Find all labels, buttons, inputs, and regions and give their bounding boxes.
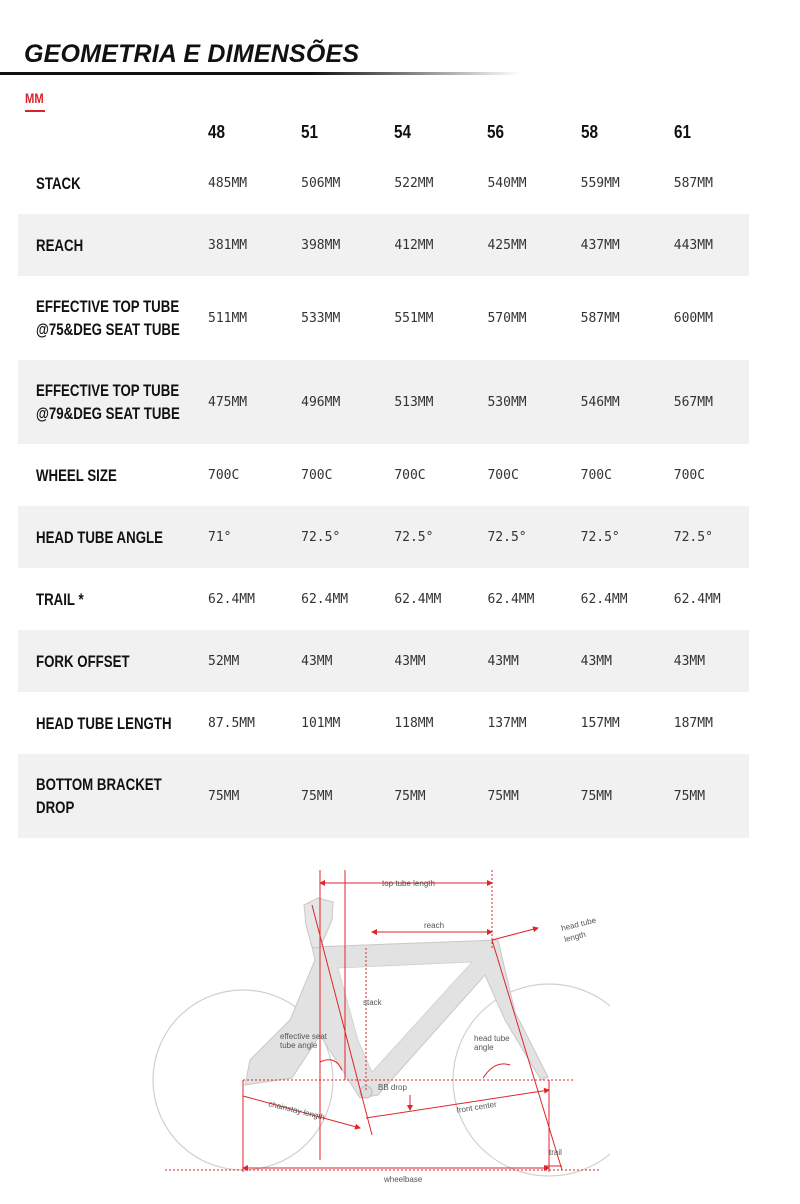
cell-value: 443MM: [656, 214, 749, 276]
cell-value: 530MM: [469, 360, 562, 444]
chainstay-length-label: chainstay length: [267, 1099, 326, 1122]
geometry-table: [18, 112, 749, 838]
cell-value: 43MM: [469, 630, 562, 692]
cell-value: 522MM: [394, 175, 434, 191]
row-label: TRAIL *: [36, 589, 84, 609]
cell-value: 587MM: [673, 175, 713, 191]
cell-value: 187MM: [673, 715, 713, 731]
row-bottom-bracket-drop: [18, 754, 749, 838]
head-tube-length-label-2: length: [563, 929, 587, 944]
cell-value: 62.4MM: [208, 591, 255, 607]
cell-value: 513MM: [376, 360, 469, 444]
size-header-row: [18, 112, 749, 152]
row-head-tube-length: [18, 692, 749, 754]
seat-post: [304, 898, 333, 948]
cell-value: 700C: [580, 467, 612, 483]
row-head-tube-angle: [18, 506, 749, 568]
cell-value: 71°: [190, 506, 283, 568]
cell-value: 700C: [487, 467, 519, 483]
cell-value: 506MM: [301, 175, 341, 191]
cell-value: 540MM: [487, 175, 527, 191]
unit-toggle-mm[interactable]: MM: [25, 90, 44, 106]
row-fork-offset: [18, 630, 749, 692]
cell-value: 101MM: [301, 715, 341, 731]
row-label: EFFECTIVE TOP TUBE @79&DEG SEAT TUBE: [18, 360, 190, 444]
row-label: REACH: [18, 214, 190, 276]
cell-value: 533MM: [301, 310, 341, 326]
reach-label: reach: [424, 921, 445, 930]
cell-value: 75MM: [283, 754, 376, 838]
cell-value: 62.4MM: [394, 591, 442, 607]
head-tube-angle-label-1: head tube: [474, 1034, 510, 1043]
cell-value: 62.4MM: [301, 591, 349, 607]
cell-value: 118MM: [394, 715, 434, 731]
cell-value: 475MM: [190, 360, 283, 444]
row-effective-top-tube-79: [18, 360, 749, 444]
size-header: 51: [301, 121, 319, 142]
cell-value: 137MM: [487, 715, 527, 731]
row-wheel-size: [18, 444, 749, 506]
effective-seat-tube-angle-label-2: tube angle: [280, 1041, 318, 1050]
cell-value: 559MM: [580, 175, 620, 191]
cell-value: 587MM: [580, 310, 620, 326]
size-header: 54: [394, 121, 412, 142]
cell-value: 72.5°: [283, 506, 376, 568]
title-underline: [0, 72, 520, 75]
head-tube-angle-arc: [483, 1064, 510, 1078]
head-tube-axis: [492, 940, 562, 1170]
page-title: GEOMETRIA E DIMENSÕES: [24, 40, 360, 68]
geometry-diagram: [150, 862, 610, 1194]
cell-value: 567MM: [656, 360, 749, 444]
effective-seat-tube-angle-label-1: effective seat: [280, 1032, 327, 1041]
cell-value: 43MM: [656, 630, 749, 692]
cell-value: 511MM: [208, 310, 248, 326]
size-header: 56: [487, 121, 505, 142]
cell-value: 600MM: [673, 310, 713, 326]
front-center-label: front center: [455, 1099, 498, 1115]
row-label: WHEEL SIZE: [36, 465, 117, 485]
row-label: FORK OFFSET: [18, 630, 190, 692]
cell-value: 485MM: [208, 175, 248, 191]
row-label: STACK: [36, 173, 81, 193]
cell-value: 381MM: [190, 214, 283, 276]
cell-value: 496MM: [283, 360, 376, 444]
cell-value: 700C: [208, 467, 240, 483]
cell-value: 546MM: [563, 360, 656, 444]
bb-drop-label: BB drop: [378, 1083, 407, 1092]
size-header: 61: [673, 121, 691, 142]
size-header-blank: [18, 112, 190, 152]
cell-value: 700C: [301, 467, 333, 483]
cell-value: 87.5MM: [208, 715, 255, 731]
cell-value: 75MM: [563, 754, 656, 838]
trail-label: trail: [549, 1148, 562, 1157]
cell-value: 570MM: [487, 310, 527, 326]
size-header: 48: [208, 121, 226, 142]
row-label: EFFECTIVE TOP TUBE @75&DEG SEAT TUBE: [36, 297, 180, 339]
head-tube-angle-label-2: angle: [474, 1043, 494, 1052]
row-trail: [18, 568, 749, 630]
cell-value: 700C: [673, 467, 706, 483]
wheelbase-label: wheelbase: [384, 1175, 423, 1184]
cell-value: 398MM: [283, 214, 376, 276]
row-label: HEAD TUBE ANGLE: [18, 506, 190, 568]
row-label: HEAD TUBE LENGTH: [36, 713, 172, 733]
head-tube-length-label-1: head tube: [560, 915, 598, 933]
row-label: BOTTOM BRACKET DROP: [18, 754, 190, 838]
cell-value: 62.4MM: [487, 591, 535, 607]
cell-value: 72.5°: [376, 506, 469, 568]
cell-value: 425MM: [469, 214, 562, 276]
cell-value: 412MM: [376, 214, 469, 276]
cell-value: 72.5°: [469, 506, 562, 568]
cell-value: 62.4MM: [673, 591, 721, 607]
cell-value: 551MM: [394, 310, 434, 326]
row-stack: [18, 152, 749, 214]
cell-value: 437MM: [563, 214, 656, 276]
cell-value: 43MM: [376, 630, 469, 692]
cell-value: 75MM: [656, 754, 749, 838]
cell-value: 72.5°: [563, 506, 656, 568]
cell-value: 43MM: [283, 630, 376, 692]
cell-value: 43MM: [563, 630, 656, 692]
cell-value: 700C: [394, 467, 426, 483]
row-reach: [18, 214, 749, 276]
cell-value: 157MM: [580, 715, 620, 731]
cell-value: 72.5°: [656, 506, 749, 568]
stack-label: stack: [363, 998, 382, 1007]
cell-value: 75MM: [376, 754, 469, 838]
cell-value: 75MM: [469, 754, 562, 838]
top-tube-length-label: top tube length: [382, 879, 435, 888]
cell-value: 75MM: [190, 754, 283, 838]
cell-value: 52MM: [190, 630, 283, 692]
size-header: 58: [580, 121, 598, 142]
row-effective-top-tube-75: [18, 276, 749, 360]
head-tube-length-line: [492, 928, 538, 940]
cell-value: 62.4MM: [580, 591, 628, 607]
